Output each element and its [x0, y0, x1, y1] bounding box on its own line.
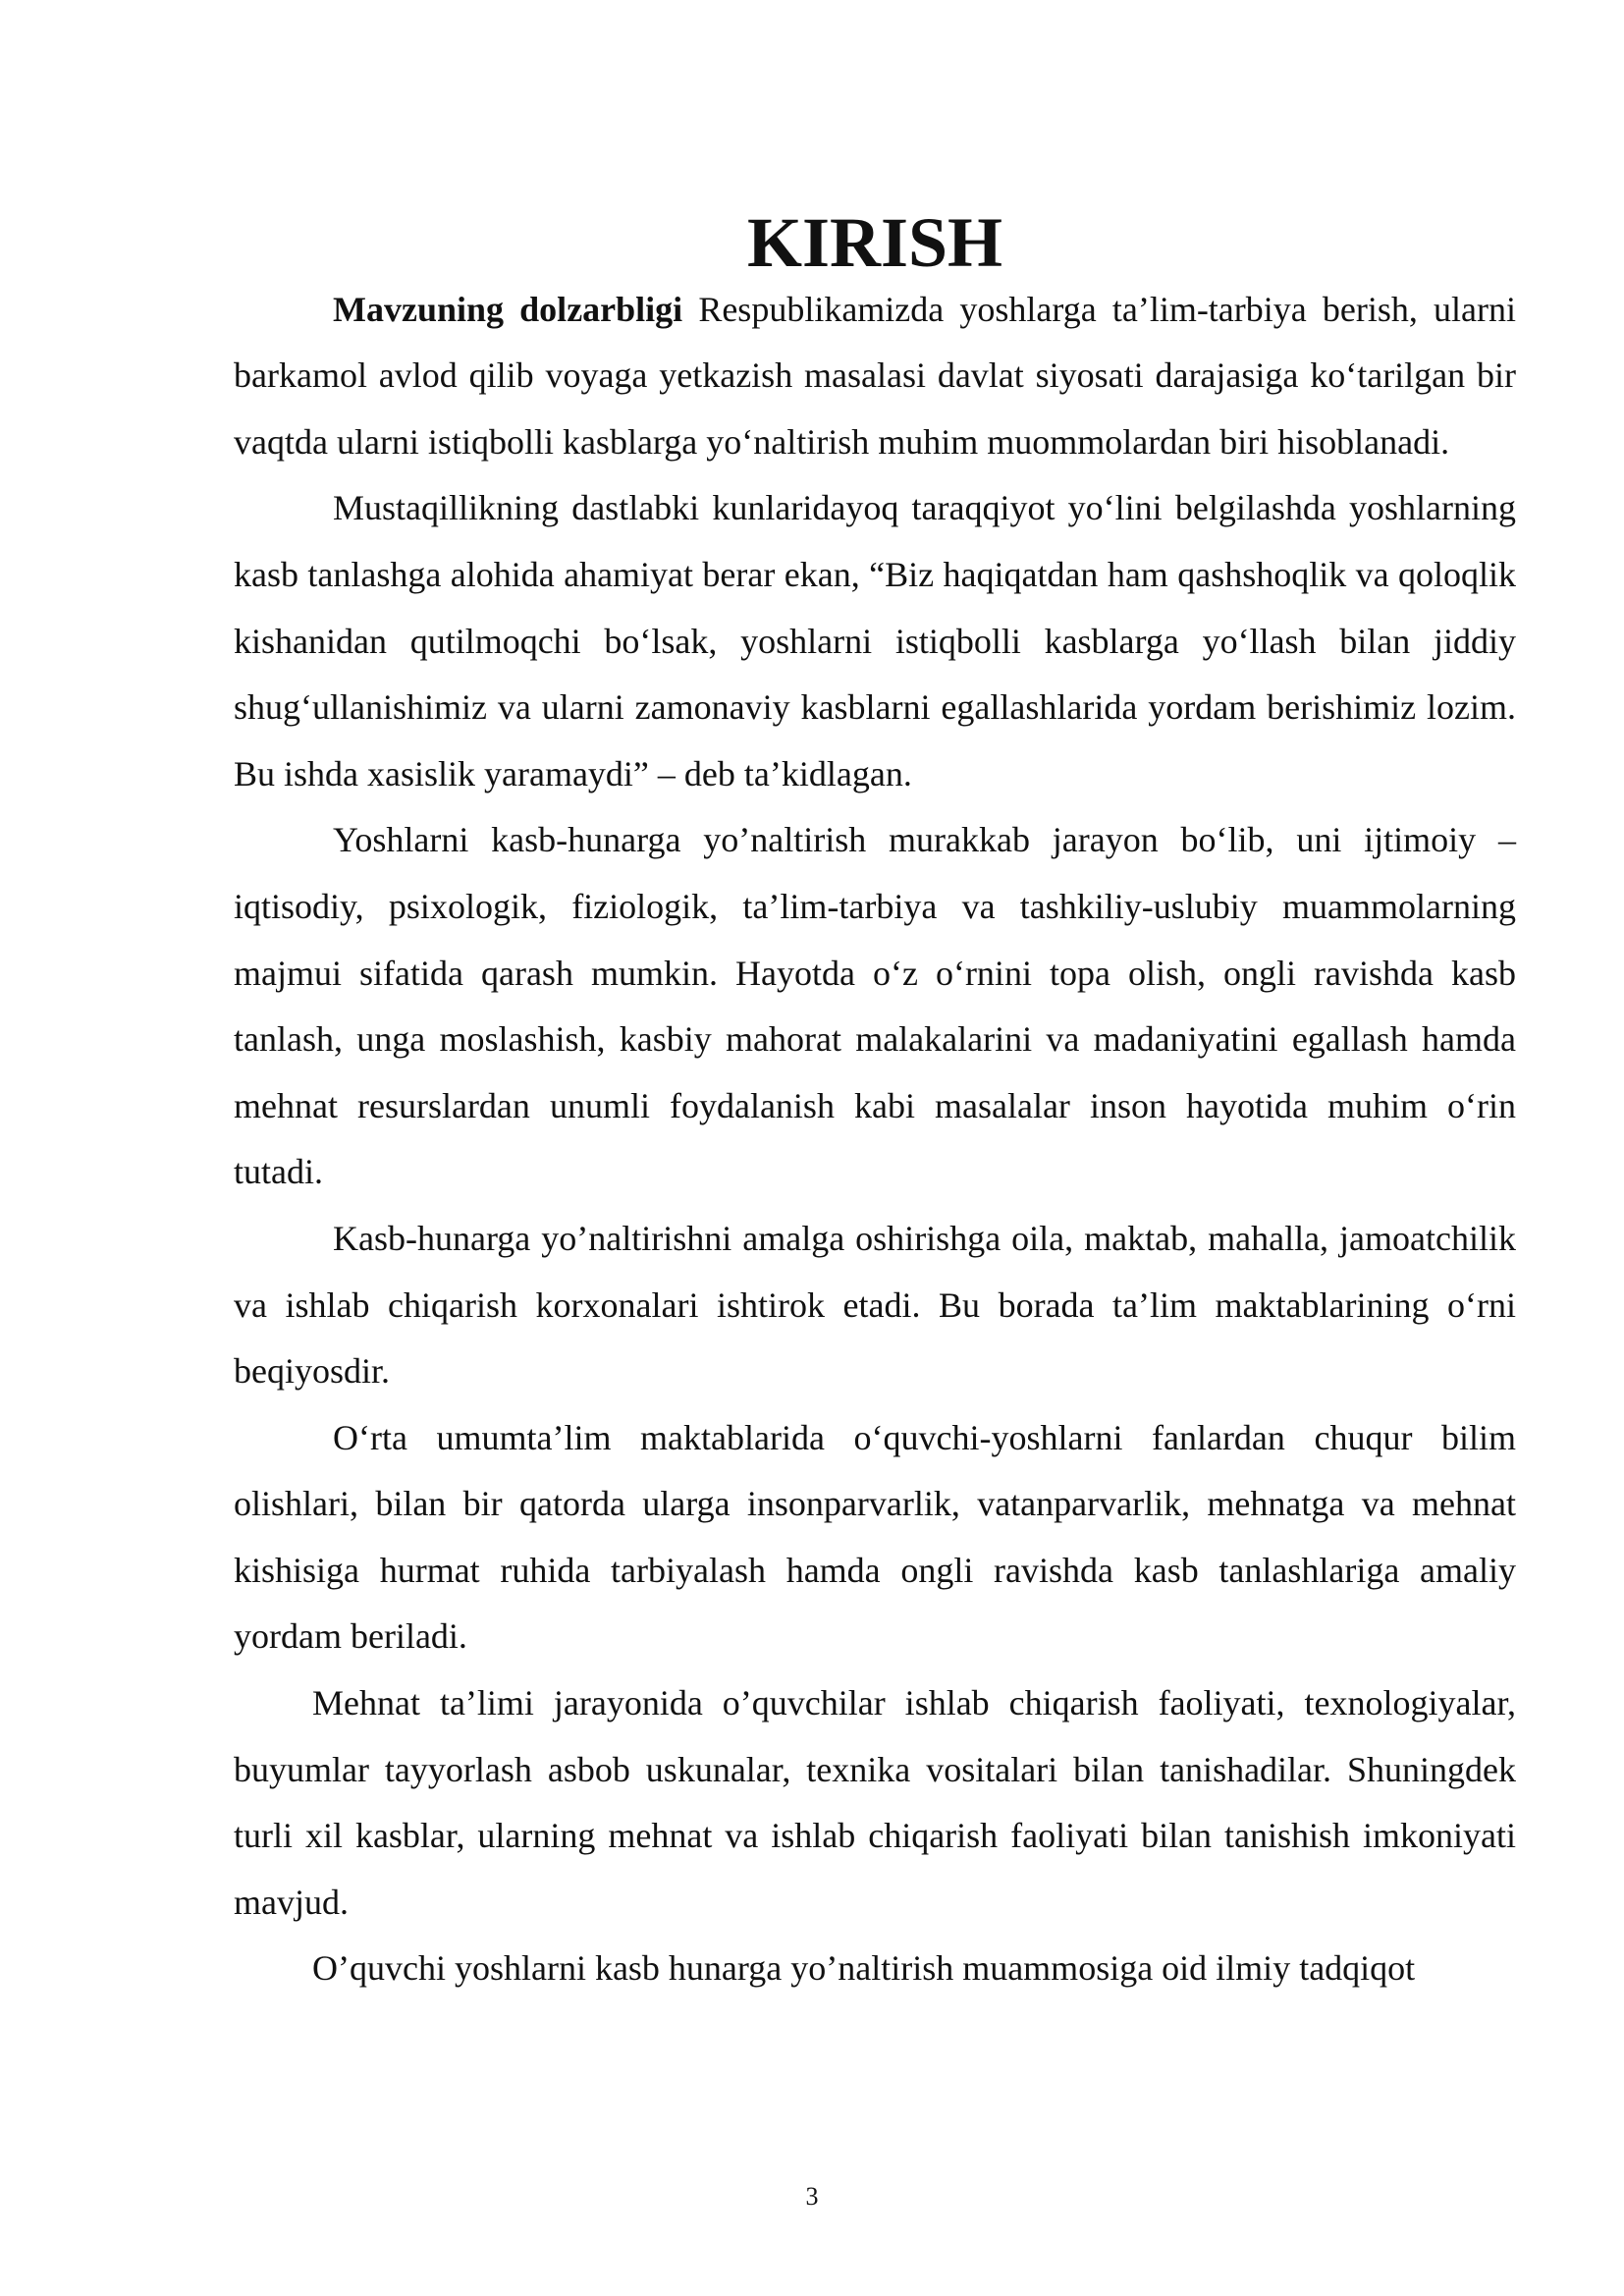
page-number: 3 [805, 2182, 819, 2211]
paragraph-text: Respublikamizda yoshlarga ta’lim-tarbiya berish, ularni barkamol avlod qilib voyaga yetkazish masalasi davlat siyosati darajasiga ko‘tarilgan bir vaqtda ularni istiqbolli kasblarga yo‘naltirish muhim muommolardan biri hisoblanadi. [234, 289, 1516, 462]
paragraph-lead: Mavzuning dolzarbligi [333, 289, 683, 329]
section-title: KIRISH [746, 203, 1003, 282]
page-content [234, 203, 1516, 2002]
paragraph: Mustaqillikning dastlabki kunlaridayoq taraqqiyot yo‘lini belgilashda yoshlarning kasb tanlashga alohida ahamiyat berar ekan, “Biz haqiqatdan ham qashshoqlik va qoloqlik kishanidan qutilmoqchi bo‘lsak, yoshlarni istiqbolli kasblarga yo‘llash bilan jiddiy shug‘ullanishimiz va ularni zamonaviy kasblarni egallashlarida yordam berishimiz lozim. Bu ishda xasislik yaramaydi” – deb ta’kidlagan. [234, 488, 1516, 793]
paragraph-relevance [234, 277, 1516, 476]
paragraph: Kasb-hunarga yo’naltirishni amalga oshirishga oila, maktab, mahalla, jamoatchilik va ishlab chiqarish korxonalari ishtirok etadi. Bu borada ta’lim maktablarining o‘rni beqiyosdir. [234, 1218, 1516, 1392]
paragraph: O‘rta umumta’lim maktablarida o‘quvchi-yoshlarni fanlardan chuqur bilim olishlari, bilan bir qatorda ularga insonparvarlik, vatanparvarlik, mehnatga va mehnat kishisiga hurmat ruhida tarbiyalash hamda ongli ravishda kasb tanlashlariga amaliy yordam beriladi. [234, 1417, 1516, 1657]
paragraph: Mehnat ta’limi jarayonida o’quvchilar ishlab chiqarish faoliyati, texnologiyalar, buyumlar tayyorlash asbob uskunalar, texnika vositalari bilan tanishadilar. Shuningdek turli xil kasblar, ularning mehnat va ishlab chiqarish faoliyati bilan tanishish imkoniyati mavjud. [234, 1683, 1516, 1922]
paragraph: O’quvchi yoshlarni kasb hunarga yo’naltirish muammosiga oid ilmiy tadqiqot [312, 1948, 1416, 1989]
paragraph: Yoshlarni kasb-hunarga yo’naltirish murakkab jarayon bo‘lib, uni ijtimoiy – iqtisodiy, psixologik, fiziologik, ta’lim-tarbiya va tashkiliy-uslubiy muammolarning majmui sifatida qarash mumkin. Hayotda o‘z o‘rnini topa olish, ongli ravishda kasb tanlash, unga moslashish, kasbiy mahorat malakalarini va madaniyatini egallash hamda mehnat resurslardan unumli foydalanish kabi masalalar inson hayotida muhim o‘rin tutadi. [234, 820, 1516, 1192]
